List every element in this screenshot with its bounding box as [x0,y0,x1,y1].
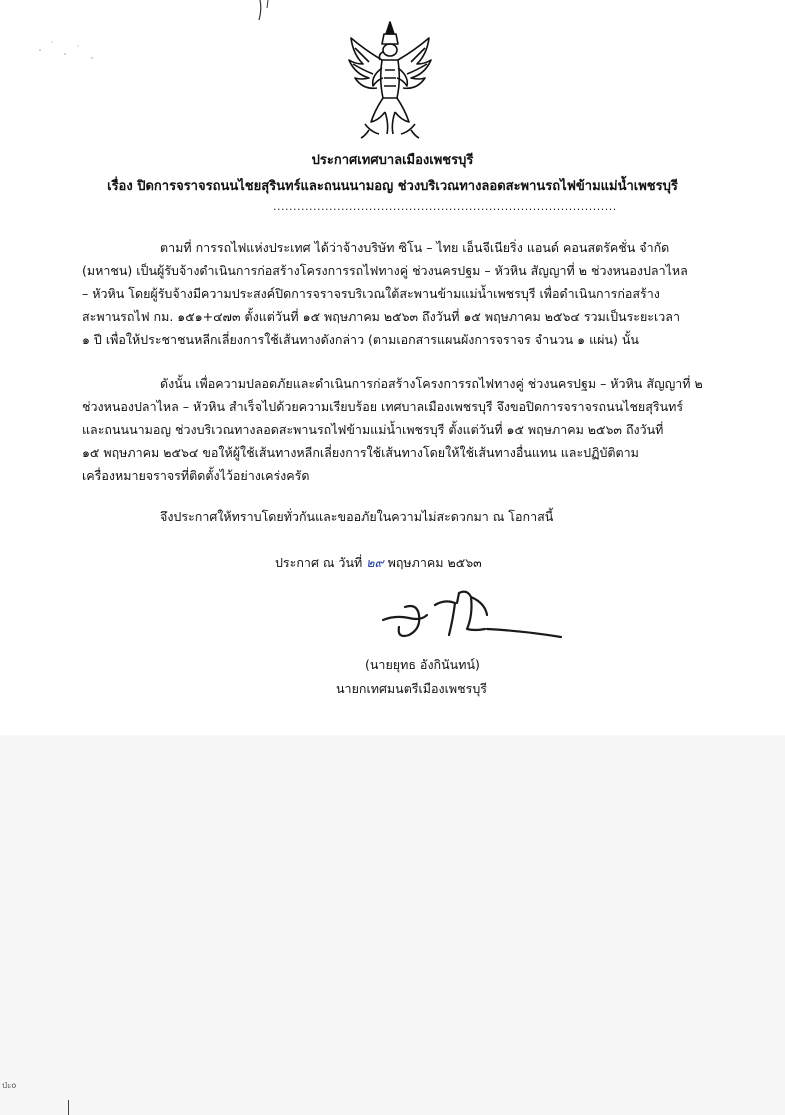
paragraph-line: และถนนนามอญ ช่วงบริเวณทางลอดสะพานรถไฟข้ามแม่น้ำเพชรบุรี ตั้งแต่วันที่ ๑๕ พฤษภาคม ๒๕๖๓ ถึงวันที่ [82,422,664,437]
title-separator: ...................................................................................... [273,200,617,213]
corner-scan-line [68,1100,69,1115]
scan-specks [30,30,110,70]
announce-day: ๒๙ [366,555,384,570]
pen-mark [256,0,276,22]
paragraph-line: (มหาชน) เป็นผู้รับจ้างดำเนินการก่อสร้างโครงการรถไฟทางคู่ ช่วงนครปฐม – หัวหิน สัญญาที่ ๒ ช่วงหนองปลาไหล [82,263,688,278]
paragraph-line: ตามที่ การรถไฟแห่งประเทศ ได้ว่าจ้างบริษัท ซิโน – ไทย เอ็นจีเนียริ่ง แอนด์ คอนสตรัคชั่น จำกัด [160,240,670,255]
signatory-name: (นายยุทธ อังกินันทน์) [365,657,480,672]
announce-date [275,553,482,573]
corner-scan-mark: ป่ะo [2,1081,17,1090]
paragraph-line: ช่วงหนองปลาไหล – หัวหิน สำเร็จไปด้วยความเรียบร้อย เทศบาลเมืองเพชรบุรี จึงขอปิดการจราจรถนนไชยสุรินทร์ [82,399,684,414]
paragraph-line: จึงประกาศให้ทราบโดยทั่วกันและขออภัยในความไม่สะดวกมา ณ โอกาสนี้ [160,509,554,524]
announcement-subject: เรื่อง ปิดการจราจรถนนไชยสุรินทร์และถนนนามอญ ช่วงบริเวณทางลอดสะพานรถไฟข้ามแม่น้ำเพชรบุรี [107,179,678,194]
paragraph-line: – หัวหิน โดยผู้รับจ้างมีความประสงค์ปิดการจราจรบริเวณใต้สะพานข้ามแม่น้ำเพชรบุรี เพื่อดำเนินการก่อสร้าง [82,286,660,301]
handwritten-signature [375,585,575,650]
paragraph-line: ๑๕ พฤษภาคม ๒๕๖๔ ขอให้ผู้ใช้เส้นทางหลีกเลี่ยงการใช้เส้นทางโดยให้ใช้เส้นทางอื่นแทน และปฏิบัติตาม [82,445,639,460]
paragraph-line: เครื่องหมายจราจรที่ติดตั้งไว้อย่างเคร่งครัด [82,468,310,483]
paragraph-line: ดังนั้น เพื่อความปลอดภัยและดำเนินการก่อสร้างโครงการรถไฟทางคู่ ช่วงนครปฐม – หัวหิน สัญญาที่ ๒ [160,376,703,391]
announce-month-year: พฤษภาคม ๒๕๖๓ [387,555,482,570]
garuda-emblem-icon [345,20,435,140]
signatory-position: นายกเทศมนตรีเมืองเพชรบุรี [336,681,488,696]
page-lower-area [0,735,785,1115]
paragraph-background [82,236,732,351]
announcement-title: ประกาศเทศบาลเมืองเพชรบุรี [311,153,474,168]
paragraph-action [82,372,732,487]
paragraph-line: ๑ ปี เพื่อให้ประชาชนหลีกเลี่ยงการใช้เส้นทางดังกล่าว (ตามเอกสารแผนผังการจราจร จำนวน ๑ แผ่น) นั้น [82,332,639,347]
paragraph-closing [82,505,732,528]
paragraph-line: สะพานรถไฟ กม. ๑๕๑+๔๗๓ ตั้งแต่วันที่ ๑๕ พฤษภาคม ๒๕๖๓ ถึงวันที่ ๑๕ พฤษภาคม ๒๕๖๔ รวมเป็นระยะเวลา [82,309,680,324]
announce-prefix: ประกาศ ณ วันที่ [275,555,363,570]
